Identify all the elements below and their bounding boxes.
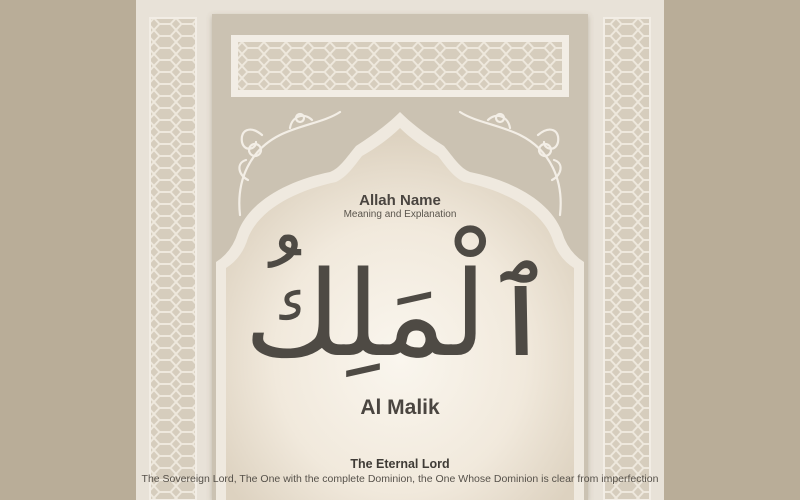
arabic-calligraphy-text: ٱلْمَلِكُ <box>244 245 556 383</box>
meaning-description: The Sovereign Lord, The One with the complete Dominion, the One Whose Dominion is clear from imperfection <box>141 473 659 485</box>
card-subtitle: Meaning and Explanation <box>343 209 457 220</box>
transliteration: Al Malik <box>360 396 440 419</box>
meaning-heading: The Eternal Lord <box>350 457 450 471</box>
card-title: Allah Name <box>359 192 441 209</box>
